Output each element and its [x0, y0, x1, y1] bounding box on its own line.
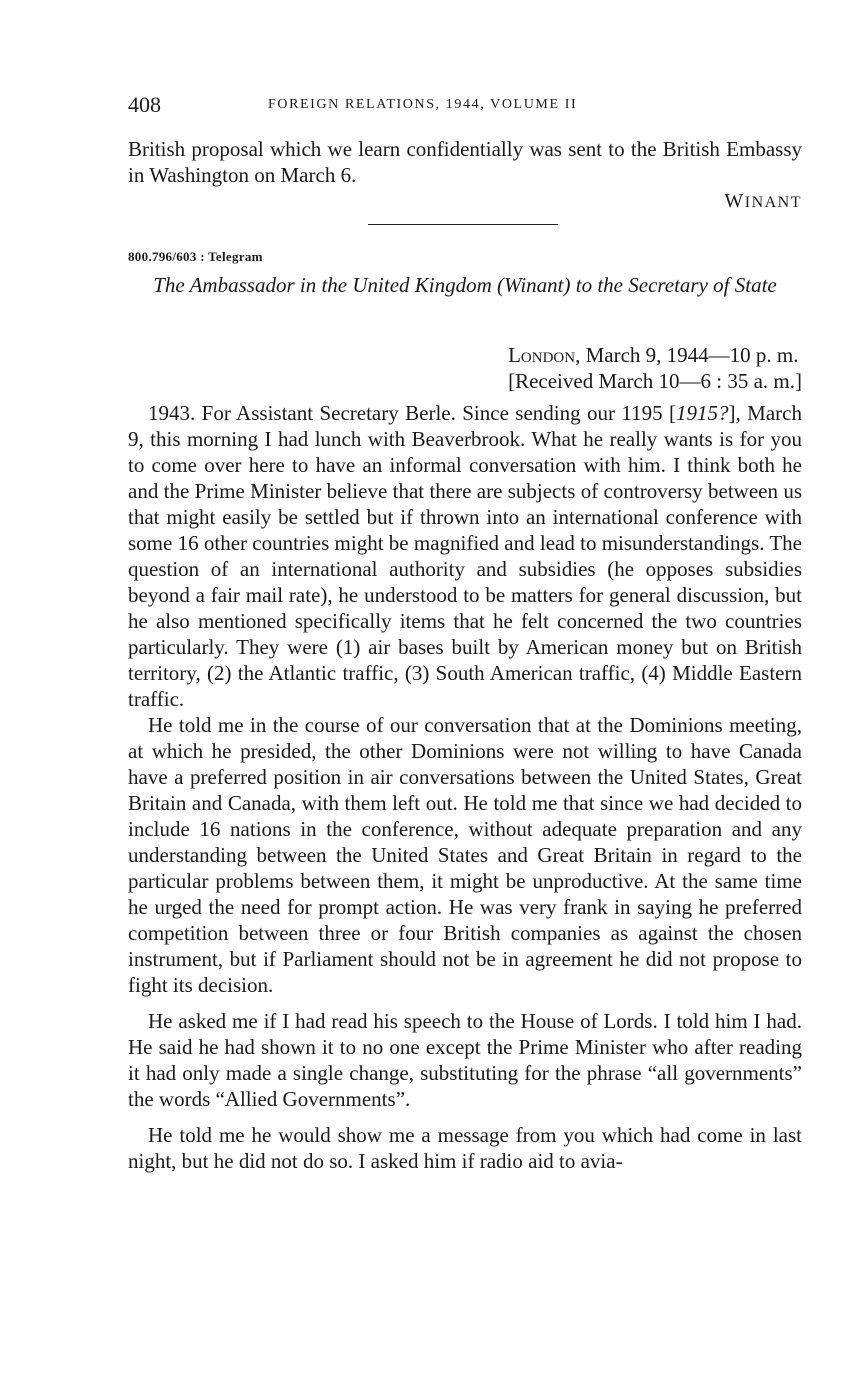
file-reference: 800.796/603 : Telegram	[128, 249, 263, 264]
previous-document-continuation	[128, 136, 802, 188]
signature-initial: W	[724, 190, 745, 212]
signature-rest: INANT	[744, 194, 802, 211]
telegram-body	[128, 400, 802, 1174]
paragraph-2: He told me in the course of our conversation that at the Dominions meeting, at which he presided, the other Dominions were not willing to have Canada have a preferred position in air conversations between the United States, Great Britain and Canada, with them left out. He told me that since we had decided to include 16 nations in the conference, without adequate preparation and any understanding between the United States and Great Britain in regard to the particular problems between them, it might be unproductive. At the same time he urged the need for prompt action. He was very frank in saying he preferred competition between three or four British companies as against the chosen instrument, but if Parliament should not be in agreement he did not propose to fight its decision.	[128, 713, 802, 997]
dateline-date: , March 9, 1944—10 p. m.	[575, 343, 799, 367]
paragraph-3: He asked me if I had read his speech to the House of Lords. I told him I had. He said he had shown it to no one except the Prime Minister who after reading it had only made a single change, substituting for the phrase “all governments” the words “Allied Governments”.	[128, 1009, 802, 1111]
paragraph-1	[128, 400, 802, 712]
continuation-paragraph: British proposal which we learn confidentially was sent to the British Embassy in Washington on March 6.	[128, 137, 802, 187]
running-head-title: FOREIGN RELATIONS, 1944, VOLUME II	[268, 97, 578, 112]
section-divider	[368, 224, 558, 225]
running-head	[128, 92, 802, 122]
received-note: [Received March 10—6 : 35 a. m.]	[508, 369, 802, 393]
document-title: The Ambassador in the United Kingdom (Winant) to the Secretary of State	[153, 273, 777, 297]
paragraph-1-italic: 1915?	[676, 401, 729, 425]
paragraph-1-start: 1943. For Assistant Secretary Berle. Since sending our 1195 [	[148, 401, 677, 425]
dateline-place: London	[508, 343, 576, 367]
dateline	[508, 342, 802, 394]
paragraph-1-end: ], March 9, this morning I had lunch with Beaverbrook. What he really wants is for you to come over here to have an informal conversation with him. I think both he and the Prime Minister believe that there are subjects of controversy between us that might easily be settled but if thrown into an international conference with some 16 other countries might be magnified and lead to misunderstandings. The question of an international authority and subsidies (he opposes subsidies beyond a fair mail rate), he understood to be matters for general discussion, but he also mentioned specifically items that he felt concerned the two countries particularly. They were (1) air bases built by American money but on British territory, (2) the Atlantic traffic, (3) South American traffic, (4) Middle Eastern traffic.	[128, 401, 802, 711]
signature	[724, 190, 802, 213]
paragraph-4: He told me he would show me a message from you which had come in last night, but he did not do so. I asked him if radio aid to avia-	[128, 1123, 802, 1173]
page-number: 408	[128, 92, 161, 117]
